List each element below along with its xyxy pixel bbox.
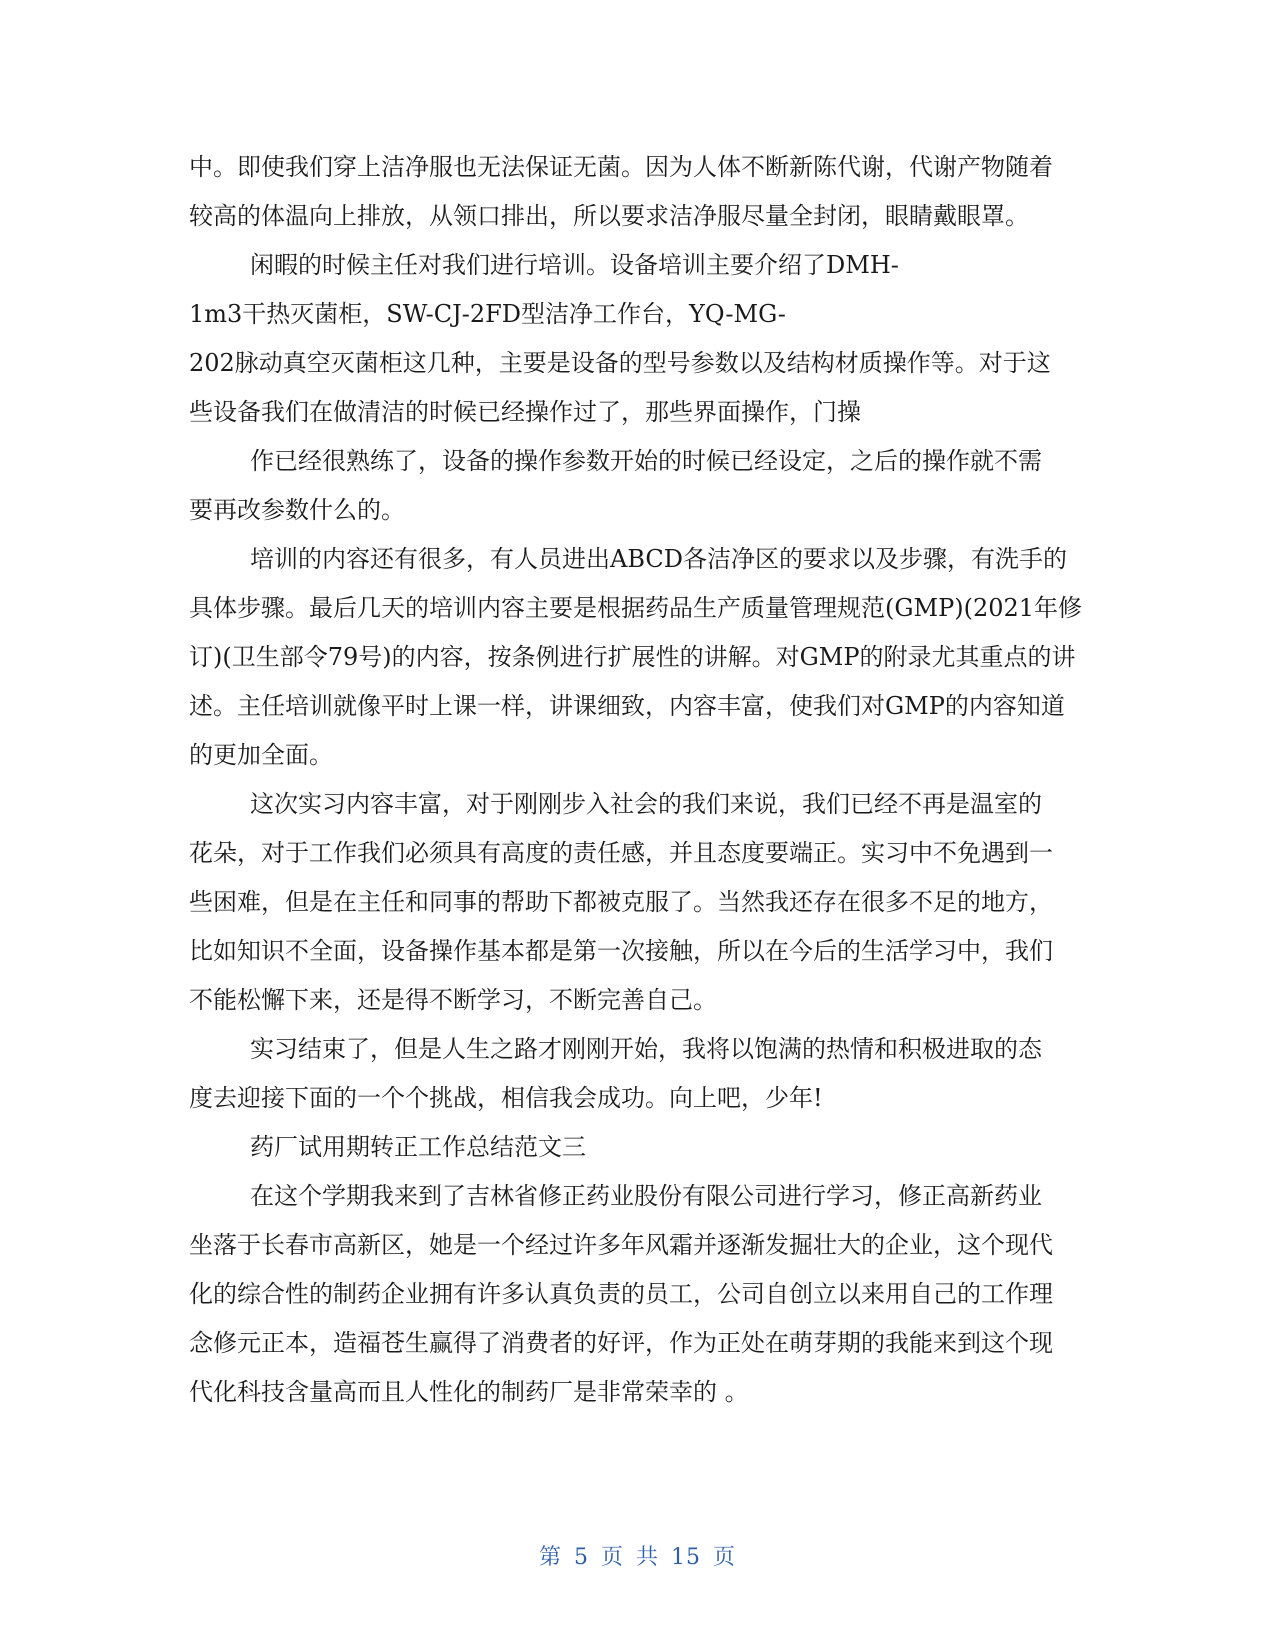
- text-line: 些困难，但是在主任和同事的帮助下都被克服了。当然我还存在很多不足的地方，: [189, 888, 1053, 916]
- text-line: 202脉动真空灭菌柜这几种，主要是设备的型号参数以及结构材质操作等。对于这: [189, 349, 1051, 377]
- text-line: 闲暇的时候主任对我们进行培训。设备培训主要介绍了DMH-: [250, 251, 899, 279]
- text-line: 中。即使我们穿上洁净服也无法保证无菌。因为人体不断新陈代谢，代谢产物随着: [189, 153, 1053, 181]
- page-footer: [0, 1540, 1275, 1571]
- text-line: 这次实习内容丰富，对于刚刚步入社会的我们来说，我们已经不再是温室的: [250, 790, 1042, 818]
- footer-current-page: 5: [573, 1545, 589, 1570]
- text-line: 在这个学期我来到了吉林省修正药业股份有限公司进行学习，修正高新药业: [250, 1182, 1042, 1210]
- text-line: 具体步骤。最后几天的培训内容主要是根据药品生产质量管理规范(GMP)(2021年修: [189, 594, 1083, 622]
- text-line: 念修元正本，造福苍生赢得了消费者的好评，作为正处在萌芽期的我能来到这个现: [189, 1329, 1053, 1357]
- text-line: 较高的体温向上排放，从领口排出，所以要求洁净服尽量全封闭，眼睛戴眼罩。: [189, 202, 1029, 230]
- text-line: 些设备我们在做清洁的时候已经操作过了，那些界面操作，门操: [189, 398, 861, 426]
- text-line: 要再改参数什么的。: [189, 496, 405, 524]
- text-line: 坐落于长春市高新区，她是一个经过许多年风霜并逐渐发掘壮大的企业，这个现代: [189, 1231, 1053, 1259]
- text-line: 订)(卫生部令79号)的内容，按条例进行扩展性的讲解。对GMP的附录尤其重点的讲: [189, 643, 1076, 671]
- footer-word-gong: 共: [636, 1545, 660, 1570]
- body-text: [189, 143, 1094, 1417]
- text-line: 的更加全面。: [189, 741, 333, 769]
- text-line: 化的综合性的制药企业拥有许多认真负责的员工，公司自创立以来用自己的工作理: [189, 1280, 1053, 1308]
- text-line: 花朵，对于工作我们必须具有高度的责任感，并且态度要端正。实习中不免遇到一: [189, 839, 1053, 867]
- text-line: 实习结束了，但是人生之路才刚刚开始，我将以饱满的热情和积极进取的态: [250, 1035, 1042, 1063]
- footer-word-ye: 页: [600, 1545, 624, 1570]
- text-line: 培训的内容还有很多，有人员进出ABCD各洁净区的要求以及步骤，有洗手的: [250, 545, 1068, 573]
- text-line: 比如知识不全面，设备操作基本都是第一次接触，所以在今后的生活学习中，我们: [189, 937, 1053, 965]
- footer-word-ye-2: 页: [713, 1545, 737, 1570]
- footer-word-di: 第: [538, 1545, 562, 1570]
- text-line: 述。主任培训就像平时上课一样，讲课细致，内容丰富，使我们对GMP的内容知道: [189, 692, 1065, 720]
- text-line: 不能松懈下来，还是得不断学习，不断完善自己。: [189, 986, 717, 1014]
- footer-total-pages: 15: [671, 1545, 702, 1570]
- text-line: 药厂试用期转正工作总结范文三: [250, 1133, 586, 1161]
- text-line: 作已经很熟练了，设备的操作参数开始的时候已经设定，之后的操作就不需: [250, 447, 1042, 475]
- text-line: 1m3干热灭菌柜，SW-CJ-2FD型洁净工作台，YQ-MG-: [189, 300, 786, 328]
- text-line: 代化科技含量高而且人性化的制药厂是非常荣幸的 。: [189, 1378, 749, 1406]
- text-line: 度去迎接下面的一个个挑战，相信我会成功。向上吧，少年!: [189, 1084, 823, 1112]
